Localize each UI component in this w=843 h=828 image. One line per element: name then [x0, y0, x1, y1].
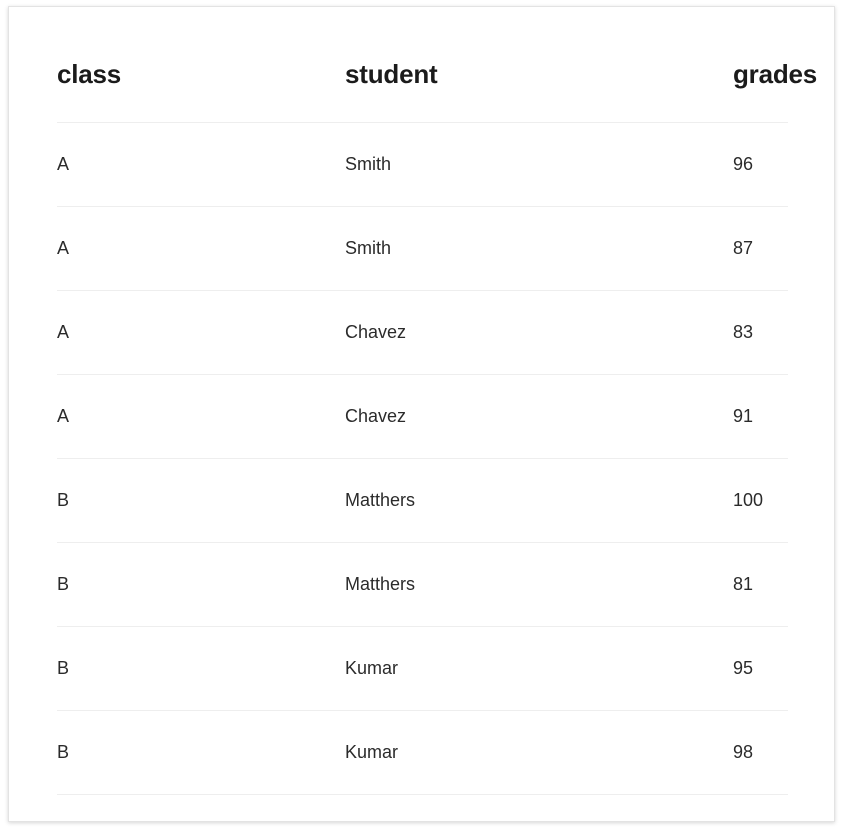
- cell-student: Chavez: [345, 291, 733, 375]
- cell-class: A: [57, 123, 345, 207]
- table-row: [57, 375, 788, 459]
- table-row: [57, 543, 788, 627]
- table-row: [57, 459, 788, 543]
- cell-student: Smith: [345, 207, 733, 291]
- cell-student: Smith: [345, 123, 733, 207]
- cell-grades: 100: [733, 459, 788, 543]
- table-row: [57, 123, 788, 207]
- table-row: [57, 711, 788, 795]
- cell-class: A: [57, 375, 345, 459]
- cell-student: Kumar: [345, 711, 733, 795]
- cell-student: Kumar: [345, 627, 733, 711]
- cell-grades: 95: [733, 627, 788, 711]
- table-row: [57, 627, 788, 711]
- cell-grades: 98: [733, 711, 788, 795]
- cell-grades: 96: [733, 123, 788, 207]
- cell-grades: 81: [733, 543, 788, 627]
- cell-student: Matthers: [345, 543, 733, 627]
- cell-class: B: [57, 711, 345, 795]
- cell-grades: 87: [733, 207, 788, 291]
- cell-class: B: [57, 459, 345, 543]
- cell-class: B: [57, 627, 345, 711]
- table-row: [57, 291, 788, 375]
- grades-table: [57, 59, 818, 795]
- table-header-row: [57, 59, 788, 123]
- table-row: [57, 207, 788, 291]
- table-body: [57, 123, 788, 795]
- column-header-grades: grades: [733, 59, 788, 123]
- cell-class: A: [57, 207, 345, 291]
- cell-class: B: [57, 543, 345, 627]
- cell-class: A: [57, 291, 345, 375]
- table-card: [8, 6, 835, 822]
- cell-grades: 83: [733, 291, 788, 375]
- column-header-student: student: [345, 59, 733, 123]
- table-header: [57, 59, 818, 123]
- cell-student: Chavez: [345, 375, 733, 459]
- cell-grades: 91: [733, 375, 788, 459]
- cell-student: Matthers: [345, 459, 733, 543]
- column-header-class: class: [57, 59, 345, 123]
